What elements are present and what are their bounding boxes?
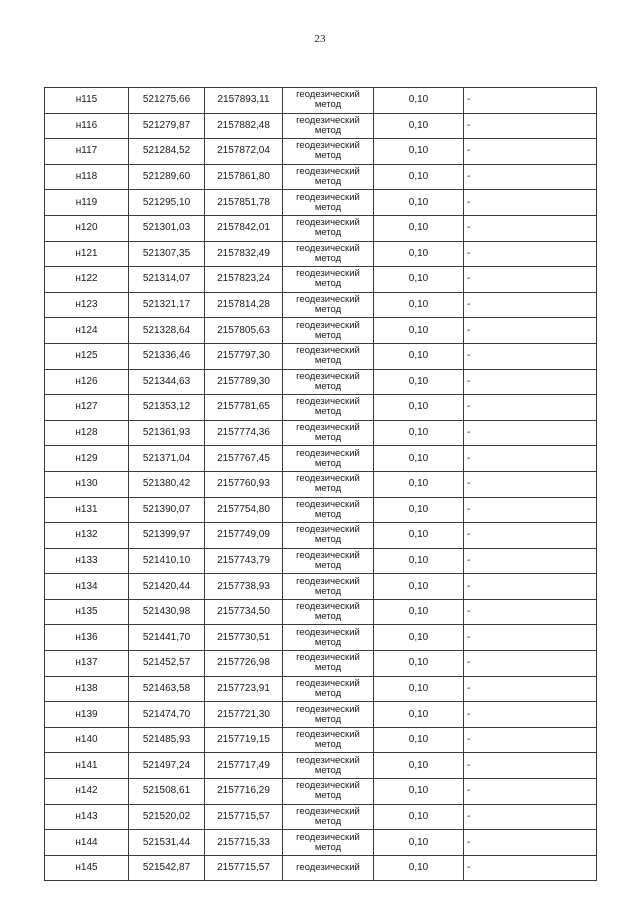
- y-coordinate-cell: 2157717,49: [205, 753, 283, 779]
- x-coordinate-cell: 521275,66: [129, 88, 205, 114]
- note-cell: -: [464, 292, 597, 318]
- method-cell: геодезический метод: [283, 599, 374, 625]
- y-coordinate-cell: 2157723,91: [205, 676, 283, 702]
- method-cell: геодезический метод: [283, 164, 374, 190]
- note-cell: -: [464, 241, 597, 267]
- y-coordinate-cell: 2157743,79: [205, 548, 283, 574]
- table-row: [45, 267, 597, 293]
- x-coordinate-cell: 521314,07: [129, 267, 205, 293]
- method-cell: геодезический метод: [283, 753, 374, 779]
- note-cell: -: [464, 676, 597, 702]
- method-cell: геодезический метод: [283, 625, 374, 651]
- coordinates-table: [44, 87, 597, 881]
- y-coordinate-cell: 2157749,09: [205, 523, 283, 549]
- error-cell: 0,10: [374, 343, 464, 369]
- method-cell: геодезический метод: [283, 446, 374, 472]
- y-coordinate-cell: 2157760,93: [205, 471, 283, 497]
- table-row: [45, 523, 597, 549]
- note-cell: -: [464, 420, 597, 446]
- error-cell: 0,10: [374, 804, 464, 830]
- table-row: [45, 779, 597, 805]
- method-cell: геодезический метод: [283, 471, 374, 497]
- point-number-cell: н142: [45, 779, 129, 805]
- table-row: [45, 395, 597, 421]
- point-number-cell: н124: [45, 318, 129, 344]
- method-cell: геодезический метод: [283, 676, 374, 702]
- table-row: [45, 497, 597, 523]
- x-coordinate-cell: 521361,93: [129, 420, 205, 446]
- table-row: [45, 113, 597, 139]
- method-cell: геодезический метод: [283, 88, 374, 114]
- error-cell: 0,10: [374, 651, 464, 677]
- note-cell: -: [464, 190, 597, 216]
- y-coordinate-cell: 2157716,29: [205, 779, 283, 805]
- table-row: [45, 855, 597, 881]
- point-number-cell: н125: [45, 343, 129, 369]
- x-coordinate-cell: 521420,44: [129, 574, 205, 600]
- note-cell: -: [464, 779, 597, 805]
- point-number-cell: н133: [45, 548, 129, 574]
- y-coordinate-cell: 2157893,11: [205, 88, 283, 114]
- point-number-cell: н129: [45, 446, 129, 472]
- x-coordinate-cell: 521441,70: [129, 625, 205, 651]
- error-cell: 0,10: [374, 215, 464, 241]
- table-row: [45, 574, 597, 600]
- table-row: [45, 292, 597, 318]
- error-cell: 0,10: [374, 190, 464, 216]
- x-coordinate-cell: 521353,12: [129, 395, 205, 421]
- x-coordinate-cell: 521295,10: [129, 190, 205, 216]
- y-coordinate-cell: 2157781,65: [205, 395, 283, 421]
- note-cell: -: [464, 318, 597, 344]
- note-cell: -: [464, 164, 597, 190]
- method-cell: геодезический метод: [283, 139, 374, 165]
- note-cell: -: [464, 395, 597, 421]
- error-cell: 0,10: [374, 88, 464, 114]
- table-row: [45, 830, 597, 856]
- x-coordinate-cell: 521344,63: [129, 369, 205, 395]
- table-row: [45, 420, 597, 446]
- point-number-cell: н131: [45, 497, 129, 523]
- x-coordinate-cell: 521284,52: [129, 139, 205, 165]
- error-cell: 0,10: [374, 164, 464, 190]
- point-number-cell: н127: [45, 395, 129, 421]
- error-cell: 0,10: [374, 395, 464, 421]
- note-cell: -: [464, 446, 597, 472]
- table-row: [45, 241, 597, 267]
- x-coordinate-cell: 521279,87: [129, 113, 205, 139]
- error-cell: 0,10: [374, 497, 464, 523]
- method-cell: геодезический метод: [283, 548, 374, 574]
- method-cell: геодезический метод: [283, 651, 374, 677]
- method-cell: геодезический метод: [283, 497, 374, 523]
- note-cell: -: [464, 702, 597, 728]
- method-cell: геодезический метод: [283, 215, 374, 241]
- table-row: [45, 215, 597, 241]
- table-row: [45, 446, 597, 472]
- y-coordinate-cell: 2157721,30: [205, 702, 283, 728]
- table-row: [45, 599, 597, 625]
- point-number-cell: н116: [45, 113, 129, 139]
- coordinates-table-body: [45, 88, 597, 881]
- y-coordinate-cell: 2157797,30: [205, 343, 283, 369]
- method-cell: геодезический метод: [283, 395, 374, 421]
- error-cell: 0,10: [374, 702, 464, 728]
- table-row: [45, 88, 597, 114]
- y-coordinate-cell: 2157715,33: [205, 830, 283, 856]
- point-number-cell: н119: [45, 190, 129, 216]
- method-cell: геодезический метод: [283, 779, 374, 805]
- method-cell: геодезический метод: [283, 523, 374, 549]
- x-coordinate-cell: 521301,03: [129, 215, 205, 241]
- x-coordinate-cell: 521380,42: [129, 471, 205, 497]
- y-coordinate-cell: 2157882,48: [205, 113, 283, 139]
- table-row: [45, 727, 597, 753]
- error-cell: 0,10: [374, 267, 464, 293]
- error-cell: 0,10: [374, 139, 464, 165]
- error-cell: 0,10: [374, 855, 464, 881]
- point-number-cell: н115: [45, 88, 129, 114]
- point-number-cell: н145: [45, 855, 129, 881]
- y-coordinate-cell: 2157842,01: [205, 215, 283, 241]
- note-cell: -: [464, 804, 597, 830]
- note-cell: -: [464, 267, 597, 293]
- x-coordinate-cell: 521463,58: [129, 676, 205, 702]
- x-coordinate-cell: 521531,44: [129, 830, 205, 856]
- note-cell: -: [464, 599, 597, 625]
- note-cell: -: [464, 113, 597, 139]
- table-row: [45, 190, 597, 216]
- y-coordinate-cell: 2157715,57: [205, 804, 283, 830]
- error-cell: 0,10: [374, 420, 464, 446]
- error-cell: 0,10: [374, 292, 464, 318]
- y-coordinate-cell: 2157872,04: [205, 139, 283, 165]
- point-number-cell: н138: [45, 676, 129, 702]
- method-cell: геодезический метод: [283, 343, 374, 369]
- table-row: [45, 318, 597, 344]
- x-coordinate-cell: 521307,35: [129, 241, 205, 267]
- point-number-cell: н132: [45, 523, 129, 549]
- x-coordinate-cell: 521508,61: [129, 779, 205, 805]
- method-cell: геодезический метод: [283, 420, 374, 446]
- point-number-cell: н128: [45, 420, 129, 446]
- error-cell: 0,10: [374, 727, 464, 753]
- x-coordinate-cell: 521485,93: [129, 727, 205, 753]
- y-coordinate-cell: 2157730,51: [205, 625, 283, 651]
- method-cell: геодезический метод: [283, 369, 374, 395]
- page-number: 23: [314, 33, 326, 45]
- point-number-cell: н137: [45, 651, 129, 677]
- error-cell: 0,10: [374, 523, 464, 549]
- note-cell: -: [464, 574, 597, 600]
- error-cell: 0,10: [374, 548, 464, 574]
- method-cell: геодезический метод: [283, 190, 374, 216]
- table-row: [45, 651, 597, 677]
- method-cell: геодезический: [283, 855, 374, 881]
- y-coordinate-cell: 2157861,80: [205, 164, 283, 190]
- point-number-cell: н143: [45, 804, 129, 830]
- point-number-cell: н134: [45, 574, 129, 600]
- y-coordinate-cell: 2157754,80: [205, 497, 283, 523]
- x-coordinate-cell: 521474,70: [129, 702, 205, 728]
- x-coordinate-cell: 521430,98: [129, 599, 205, 625]
- x-coordinate-cell: 521328,64: [129, 318, 205, 344]
- x-coordinate-cell: 521289,60: [129, 164, 205, 190]
- table-row: [45, 753, 597, 779]
- table-row: [45, 164, 597, 190]
- note-cell: -: [464, 830, 597, 856]
- x-coordinate-cell: 521390,07: [129, 497, 205, 523]
- error-cell: 0,10: [374, 676, 464, 702]
- error-cell: 0,10: [374, 830, 464, 856]
- x-coordinate-cell: 521410,10: [129, 548, 205, 574]
- error-cell: 0,10: [374, 369, 464, 395]
- x-coordinate-cell: 521321,17: [129, 292, 205, 318]
- x-coordinate-cell: 521371,04: [129, 446, 205, 472]
- error-cell: 0,10: [374, 574, 464, 600]
- point-number-cell: н121: [45, 241, 129, 267]
- y-coordinate-cell: 2157823,24: [205, 267, 283, 293]
- y-coordinate-cell: 2157774,36: [205, 420, 283, 446]
- y-coordinate-cell: 2157814,28: [205, 292, 283, 318]
- table-row: [45, 548, 597, 574]
- y-coordinate-cell: 2157719,15: [205, 727, 283, 753]
- point-number-cell: н136: [45, 625, 129, 651]
- y-coordinate-cell: 2157832,49: [205, 241, 283, 267]
- y-coordinate-cell: 2157767,45: [205, 446, 283, 472]
- method-cell: геодезический метод: [283, 574, 374, 600]
- error-cell: 0,10: [374, 471, 464, 497]
- x-coordinate-cell: 521542,87: [129, 855, 205, 881]
- y-coordinate-cell: 2157851,78: [205, 190, 283, 216]
- point-number-cell: н126: [45, 369, 129, 395]
- method-cell: геодезический метод: [283, 241, 374, 267]
- point-number-cell: н140: [45, 727, 129, 753]
- y-coordinate-cell: 2157738,93: [205, 574, 283, 600]
- error-cell: 0,10: [374, 625, 464, 651]
- error-cell: 0,10: [374, 753, 464, 779]
- note-cell: -: [464, 548, 597, 574]
- note-cell: -: [464, 625, 597, 651]
- method-cell: геодезический метод: [283, 804, 374, 830]
- error-cell: 0,10: [374, 599, 464, 625]
- note-cell: -: [464, 497, 597, 523]
- y-coordinate-cell: 2157726,98: [205, 651, 283, 677]
- table-row: [45, 343, 597, 369]
- note-cell: -: [464, 523, 597, 549]
- note-cell: -: [464, 471, 597, 497]
- error-cell: 0,10: [374, 779, 464, 805]
- y-coordinate-cell: 2157715,57: [205, 855, 283, 881]
- method-cell: геодезический метод: [283, 267, 374, 293]
- note-cell: -: [464, 727, 597, 753]
- table-row: [45, 676, 597, 702]
- y-coordinate-cell: 2157734,50: [205, 599, 283, 625]
- note-cell: -: [464, 369, 597, 395]
- note-cell: -: [464, 651, 597, 677]
- method-cell: геодезический метод: [283, 727, 374, 753]
- point-number-cell: н118: [45, 164, 129, 190]
- point-number-cell: н141: [45, 753, 129, 779]
- x-coordinate-cell: 521399,97: [129, 523, 205, 549]
- x-coordinate-cell: 521452,57: [129, 651, 205, 677]
- method-cell: геодезический метод: [283, 292, 374, 318]
- table-row: [45, 804, 597, 830]
- x-coordinate-cell: 521336,46: [129, 343, 205, 369]
- table-row: [45, 625, 597, 651]
- point-number-cell: н120: [45, 215, 129, 241]
- method-cell: геодезический метод: [283, 702, 374, 728]
- y-coordinate-cell: 2157789,30: [205, 369, 283, 395]
- note-cell: -: [464, 139, 597, 165]
- point-number-cell: н123: [45, 292, 129, 318]
- point-number-cell: н135: [45, 599, 129, 625]
- note-cell: -: [464, 88, 597, 114]
- note-cell: -: [464, 343, 597, 369]
- point-number-cell: н130: [45, 471, 129, 497]
- method-cell: геодезический метод: [283, 113, 374, 139]
- x-coordinate-cell: 521520,02: [129, 804, 205, 830]
- point-number-cell: н117: [45, 139, 129, 165]
- error-cell: 0,10: [374, 446, 464, 472]
- point-number-cell: н122: [45, 267, 129, 293]
- x-coordinate-cell: 521497,24: [129, 753, 205, 779]
- table-row: [45, 139, 597, 165]
- error-cell: 0,10: [374, 113, 464, 139]
- error-cell: 0,10: [374, 241, 464, 267]
- table-row: [45, 471, 597, 497]
- point-number-cell: н144: [45, 830, 129, 856]
- method-cell: геодезический метод: [283, 830, 374, 856]
- point-number-cell: н139: [45, 702, 129, 728]
- error-cell: 0,10: [374, 318, 464, 344]
- note-cell: -: [464, 753, 597, 779]
- y-coordinate-cell: 2157805,63: [205, 318, 283, 344]
- note-cell: -: [464, 215, 597, 241]
- note-cell: -: [464, 855, 597, 881]
- method-cell: геодезический метод: [283, 318, 374, 344]
- table-row: [45, 369, 597, 395]
- table-row: [45, 702, 597, 728]
